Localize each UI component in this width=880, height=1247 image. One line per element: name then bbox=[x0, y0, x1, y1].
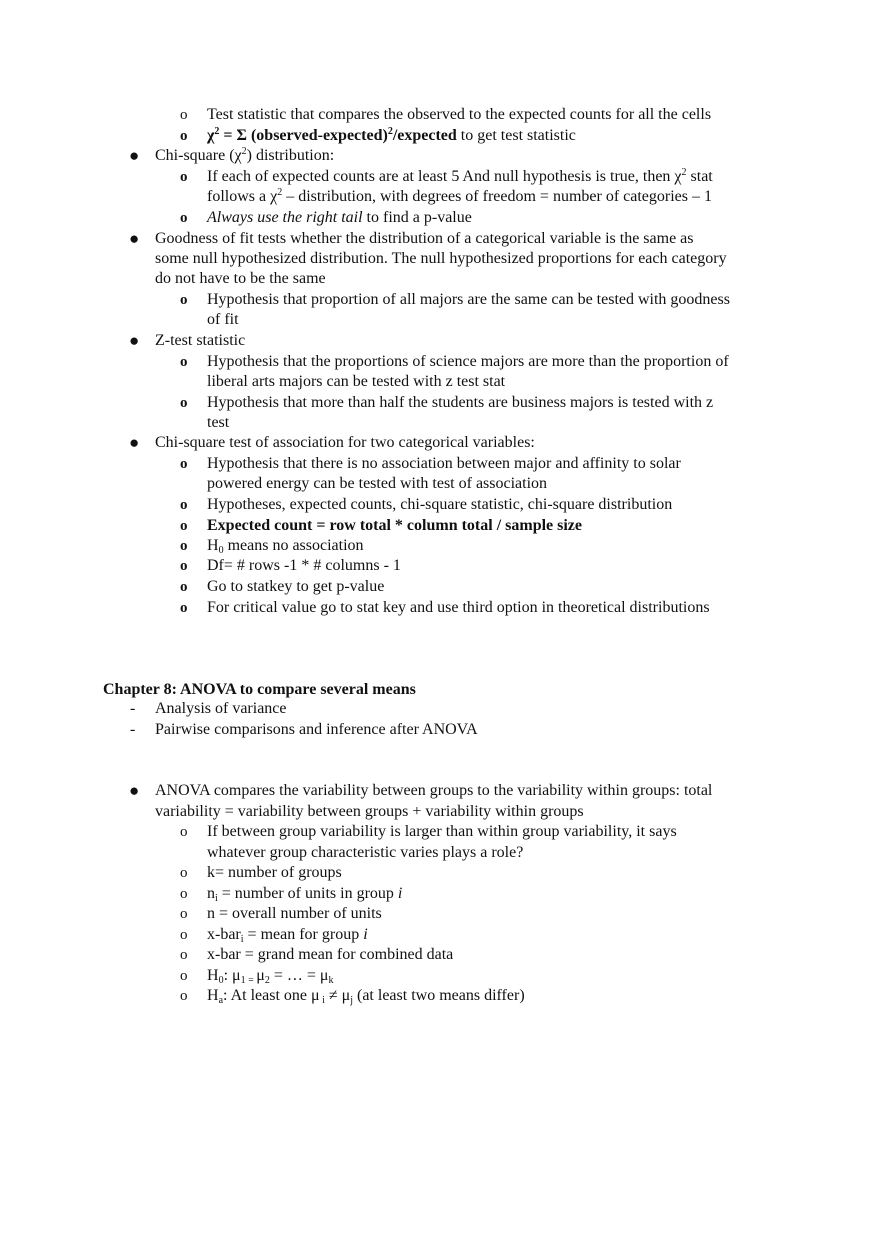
list-item: For critical value go to stat key and use third option in theoretical distributions bbox=[207, 599, 710, 616]
sub-bullet-marker: o bbox=[180, 395, 188, 411]
list-item: Hypotheses, expected counts, chi-square statistic, chi-square distribution bbox=[207, 496, 673, 513]
list-item: n = overall number of units bbox=[207, 905, 382, 922]
sub-bullet-marker: o bbox=[180, 988, 188, 1004]
list-item: x-bar$_i$ = mean for group i bbox=[207, 926, 368, 945]
sub-bullet-marker: o bbox=[180, 558, 188, 574]
list-item-continuation: some null hypothesized distribution. The null hypothesized proportions for each category bbox=[155, 250, 727, 267]
sub-bullet-marker: o bbox=[180, 906, 188, 922]
list-item: Goodness of fit tests whether the distribution of a categorical variable is the same as bbox=[155, 230, 694, 247]
bullet-marker: ● bbox=[129, 781, 140, 800]
list-item: Analysis of variance bbox=[155, 700, 287, 717]
list-item: Z-test statistic bbox=[155, 332, 246, 349]
sub-bullet-marker: o bbox=[180, 968, 188, 984]
list-item-continuation: variability = variability between groups + variability within groups bbox=[155, 803, 584, 820]
list-item: Always use the right tail to find a p-value bbox=[207, 209, 472, 226]
list-item: Hypothesis that there is no association between major and affinity to solar bbox=[207, 455, 681, 472]
list-item: Hypothesis that proportion of all majors are the same can be tested with goodness bbox=[207, 291, 730, 308]
sub-bullet-marker: o bbox=[180, 538, 188, 554]
sub-bullet-marker: o bbox=[180, 865, 188, 881]
dash-marker: - bbox=[130, 700, 136, 717]
list-item: Go to statkey to get p-value bbox=[207, 578, 385, 595]
list-item-continuation: do not have to be the same bbox=[155, 270, 326, 287]
sub-bullet-marker: o bbox=[180, 128, 188, 144]
list-item: $H_0$ means no association bbox=[207, 537, 364, 556]
bullet-marker: ● bbox=[129, 433, 140, 452]
sub-bullet-marker: o bbox=[180, 886, 188, 902]
list-item-continuation: whatever group characteristic varies plays a role? bbox=[207, 844, 524, 861]
list-item: Chi-square $(\chi^2)$ distribution: bbox=[155, 146, 335, 164]
sub-bullet-marker: o bbox=[180, 600, 188, 616]
sub-bullet-marker: o bbox=[180, 497, 188, 513]
sub-bullet-marker: o bbox=[180, 518, 188, 534]
sub-bullet-marker: o bbox=[180, 107, 188, 123]
list-item-continuation: powered energy can be tested with test of association bbox=[207, 475, 548, 492]
sub-bullet-marker: o bbox=[180, 579, 188, 595]
dash-marker: - bbox=[130, 721, 136, 738]
list-item: If each of expected counts are at least 5 And null hypothesis is true, then $\chi^2$ stat bbox=[207, 167, 713, 185]
list-item: x-bar = grand mean for combined data bbox=[207, 946, 454, 963]
list-item: Hypothesis that more than half the students are business majors is tested with z bbox=[207, 394, 714, 411]
list-item: k= number of groups bbox=[207, 864, 342, 881]
bullet-marker: ● bbox=[129, 331, 140, 350]
sub-bullet-marker: o bbox=[180, 456, 188, 472]
bullet-marker: ● bbox=[129, 146, 140, 165]
sub-bullet-marker: o bbox=[180, 927, 188, 943]
list-item: ANOVA compares the variability between groups to the variability within groups: total bbox=[155, 782, 713, 799]
chapter-heading: Chapter 8: ANOVA to compare several means bbox=[103, 681, 416, 698]
sub-bullet-marker: o bbox=[180, 947, 188, 963]
sub-bullet-marker: o bbox=[180, 292, 188, 308]
list-item-continuation: of fit bbox=[207, 311, 239, 328]
list-item: $H_0$: $\mu_{1 =}$ $\mu_2$ = … = $\mu_k$ bbox=[207, 967, 334, 986]
list-item: $n_i$ = number of units in group i bbox=[207, 885, 403, 904]
list-item: Hypothesis that the proportions of science majors are more than the proportion of bbox=[207, 353, 729, 370]
list-item-continuation: liberal arts majors can be tested with z test stat bbox=[207, 373, 506, 390]
list-item: $\chi^2 = \Sigma$ (observed-expected)$^2$/expected to get test statistic bbox=[207, 126, 576, 144]
list-item: $H_a$: At least one μ $_i \ne \mu_j$ (at least two means differ) bbox=[207, 987, 525, 1006]
list-item: Chi-square test of association for two categorical variables: bbox=[155, 434, 535, 451]
list-item: Expected count = row total * column total / sample size bbox=[207, 517, 583, 534]
list-item: Test statistic that compares the observed to the expected counts for all the cells bbox=[207, 106, 712, 123]
list-item-continuation: follows a $\chi^2$ – distribution, with degrees of freedom = number of categories – 1 bbox=[207, 187, 712, 205]
sub-bullet-marker: o bbox=[180, 210, 188, 226]
list-item: If between group variability is larger than within group variability, it says bbox=[207, 823, 677, 840]
bullet-marker: ● bbox=[129, 229, 140, 248]
list-item: Df= # rows -1 * # columns - 1 bbox=[207, 557, 401, 574]
sub-bullet-marker: o bbox=[180, 354, 188, 370]
list-item-continuation: test bbox=[207, 414, 230, 431]
sub-bullet-marker: o bbox=[180, 169, 188, 185]
list-item: Pairwise comparisons and inference after ANOVA bbox=[155, 721, 478, 738]
sub-bullet-marker: o bbox=[180, 824, 188, 840]
